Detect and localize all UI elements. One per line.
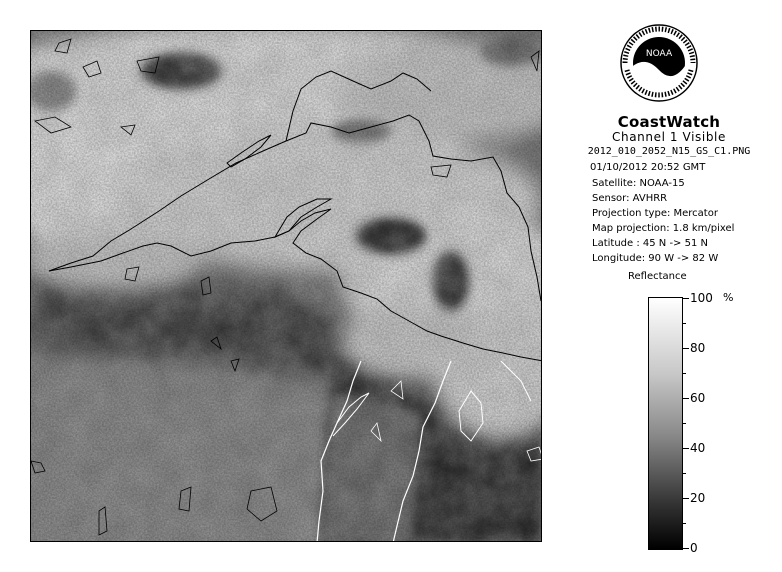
noaa-logo (619, 20, 699, 106)
legend-minor-tick (683, 423, 686, 424)
legend-tick-label: 40 (690, 441, 706, 455)
legend-minor-tick (683, 473, 686, 474)
legend-minor-tick (683, 523, 686, 524)
sensor-label: Sensor: AVHRR (592, 193, 668, 204)
legend-tick-label: 100 (690, 291, 713, 305)
legend-tick-60 (683, 398, 689, 399)
legend-minor-tick (683, 323, 686, 324)
satellite-label: Satellite: NOAA-15 (592, 178, 685, 189)
legend-tick-100 (683, 298, 689, 299)
channel-label: Channel 1 Visible (612, 130, 726, 144)
legend-minor-tick (683, 373, 686, 374)
legend-tick-label: 80 (690, 341, 706, 355)
legend-title: Reflectance (628, 271, 687, 282)
legend-tick-label: 20 (690, 491, 706, 505)
brand-title: CoastWatch (617, 113, 721, 131)
legend-tick-80 (683, 348, 689, 349)
date-time: 01/10/2012 20:52 GMT (590, 162, 706, 173)
noaa-logo-svg (619, 20, 699, 106)
legend-tick-0 (683, 548, 689, 549)
grain (31, 31, 542, 542)
satellite-image-svg (31, 31, 542, 542)
legend-tick-20 (683, 498, 689, 499)
longitude-label: Longitude: 90 W -> 82 W (592, 253, 719, 264)
projection-type-label: Projection type: Mercator (592, 208, 718, 219)
legend-tick-label: 0 (690, 541, 698, 555)
reflectance-colorbar (648, 297, 683, 550)
legend-tick-label: 60 (690, 391, 706, 405)
file-name: 2012_010_2052_N15_GS_C1.PNG (587, 146, 751, 157)
satellite-image (30, 30, 542, 542)
legend-unit: % (723, 291, 734, 304)
latitude-label: Latitude : 45 N -> 51 N (592, 238, 708, 249)
map-projection-label: Map projection: 1.8 km/pixel (592, 223, 735, 234)
noaa-logo-text: NOAA (645, 49, 673, 59)
legend-tick-40 (683, 448, 689, 449)
